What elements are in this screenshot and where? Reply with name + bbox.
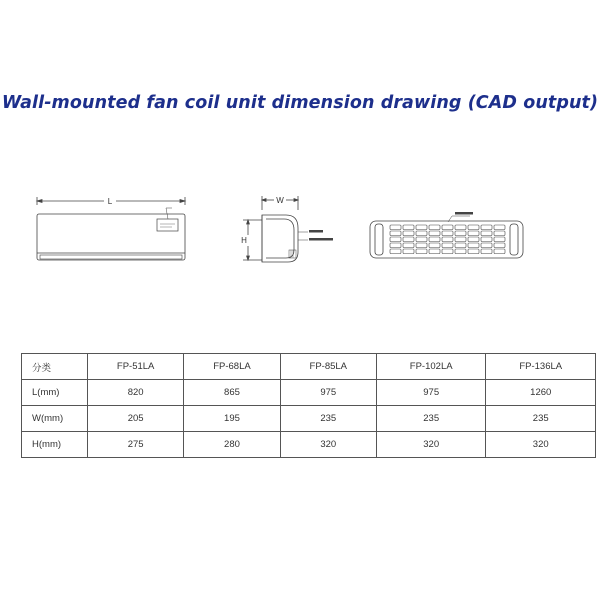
grille-slot [494,243,505,248]
grille-slot [442,237,453,242]
grille-slot [494,249,505,254]
model-header: FP-102LA [376,354,486,380]
table-cell: 865 [184,380,280,406]
grille-slot [442,249,453,254]
side-view-label-w: W [276,196,284,205]
grille-slot [468,225,479,230]
grille-slot [481,225,492,230]
grille-slot [455,243,466,248]
grille-slot [416,243,427,248]
side-view-label-h: H [241,236,247,245]
grille-slot [481,231,492,236]
page-title: Wall-mounted fan coil unit dimension drawing (CAD output) [1,93,599,113]
table-cell: 320 [280,432,376,458]
rear-view-annotation [455,212,473,215]
grille-slot [416,237,427,242]
table-cell: 275 [88,432,184,458]
grille-slot [455,237,466,242]
grille-slot [403,231,414,236]
front-view [37,197,185,260]
grille-slot [468,249,479,254]
grille-slot [468,243,479,248]
grille-slot [494,225,505,230]
grille-slot [390,249,401,254]
dimensions-table [21,353,596,458]
model-header: FP-85LA [280,354,376,380]
row-label: H(mm) [22,432,88,458]
grille-slot [403,225,414,230]
grille-slot [494,231,505,236]
table-header-row [22,354,596,380]
table-cell: 235 [280,406,376,432]
grille-slot [468,237,479,242]
grille-slot [390,231,401,236]
table-cell: 235 [376,406,486,432]
table-cell: 820 [88,380,184,406]
table-cell: 320 [486,432,596,458]
model-header: FP-136LA [486,354,596,380]
grille-slot [416,225,427,230]
grille-slot [416,231,427,236]
table-cell: 975 [280,380,376,406]
model-header: FP-51LA [88,354,184,380]
side-view-annotations [309,230,333,241]
grille-slot [481,237,492,242]
grille-slot [429,231,440,236]
grille-slot [403,249,414,254]
table-cell: 975 [376,380,486,406]
grille-slot [403,243,414,248]
grille-slot [403,237,414,242]
row-label: W(mm) [22,406,88,432]
grille-slot [494,237,505,242]
row-label: L(mm) [22,380,88,406]
table-cell: 280 [184,432,280,458]
table-cell: 205 [88,406,184,432]
table-row [22,406,596,432]
table-cell: 1260 [486,380,596,406]
model-header: FP-68LA [184,354,280,380]
grille-slot [390,243,401,248]
side-view [243,196,308,262]
corner-label: 分类 [22,354,88,380]
table-cell: 320 [376,432,486,458]
grille-slot [455,231,466,236]
grille-slot [416,249,427,254]
grille-slot [455,249,466,254]
rear-view-grille [390,225,505,254]
grille-slot [390,237,401,242]
grille-slot [442,243,453,248]
grille-slot [442,231,453,236]
table-cell: 195 [184,406,280,432]
grille-slot [429,243,440,248]
grille-slot [390,225,401,230]
grille-slot [481,243,492,248]
grille-slot [468,231,479,236]
table-row [22,432,596,458]
grille-slot [455,225,466,230]
front-view-label-l: L [107,197,113,206]
grille-slot [429,237,440,242]
grille-slot [429,225,440,230]
grille-slot [429,249,440,254]
table-cell: 235 [486,406,596,432]
table-row [22,380,596,406]
grille-slot [442,225,453,230]
grille-slot [481,249,492,254]
